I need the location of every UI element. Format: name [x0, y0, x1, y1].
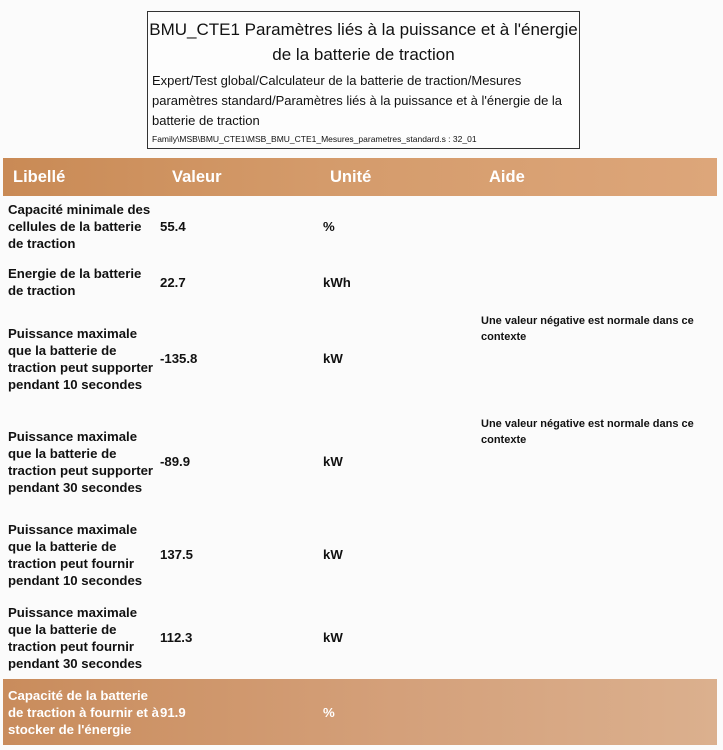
row-value: 91.9	[160, 704, 186, 720]
row-label: Puissance maximale que la batterie de traction peut fournir pendant 10 secondes	[8, 521, 143, 588]
row-help	[481, 257, 717, 307]
row-unit: kW	[323, 547, 343, 562]
row-label: Energie de la batterie de traction	[8, 266, 142, 298]
column-header-unit: Unité	[330, 168, 372, 186]
page-header	[147, 11, 580, 149]
row-value: 22.7	[160, 274, 186, 290]
parameters-table	[3, 158, 717, 745]
row-value: -135.8	[160, 351, 198, 366]
row-value: -89.9	[160, 454, 191, 469]
row-label: Puissance maximale que la batterie de traction peut supporter pendant 10 secondes	[8, 325, 154, 392]
row-help	[481, 513, 717, 596]
row-value: 55.4	[160, 219, 186, 234]
table-header	[3, 158, 717, 196]
row-unit: %	[323, 704, 335, 720]
table-row	[3, 513, 717, 596]
script-file-path: Family\MSB\BMU_CTE1\MSB_BMU_CTE1_Mesures_parametres_standard.s : 32_01	[152, 134, 477, 144]
row-label: Capacité minimale des cellules de la batterie de traction	[8, 202, 151, 251]
row-help	[481, 196, 717, 257]
page-title: BMU_CTE1 Paramètres liés à la puissance et à l'énergie de la batterie de traction	[149, 20, 578, 64]
row-value: 112.3	[160, 630, 193, 645]
table-row	[3, 196, 717, 257]
table-row	[3, 410, 717, 513]
table-row	[3, 596, 717, 679]
table-row	[3, 307, 717, 410]
row-unit: %	[323, 219, 335, 234]
column-header-value: Valeur	[172, 168, 222, 186]
row-unit: kW	[323, 454, 343, 469]
row-unit: kW	[323, 630, 343, 645]
row-label: Puissance maximale que la batterie de traction peut fournir pendant 30 secondes	[8, 604, 143, 671]
row-label: Puissance maximale que la batterie de traction peut supporter pendant 30 secondes	[8, 428, 154, 495]
row-label: Capacité de la batterie de traction à fournir et à stocker de l'énergie	[8, 687, 159, 737]
row-help: Une valeur négative est normale dans ce contexte	[481, 418, 694, 446]
table-row	[3, 257, 717, 307]
breadcrumb: Expert/Test global/Calculateur de la batterie de traction/Mesures paramètres standard/Paramètres liés à la puissance et à l'énergie de la batterie de traction	[152, 73, 563, 128]
row-help: Une valeur négative est normale dans ce contexte	[481, 315, 694, 343]
column-header-label: Libellé	[13, 168, 66, 186]
row-unit: kWh	[323, 274, 351, 290]
table-row	[3, 679, 717, 745]
row-value: 137.5	[160, 547, 194, 562]
row-help	[481, 596, 717, 679]
row-help	[481, 679, 717, 745]
row-unit: kW	[323, 351, 343, 366]
column-header-help: Aide	[489, 168, 525, 186]
